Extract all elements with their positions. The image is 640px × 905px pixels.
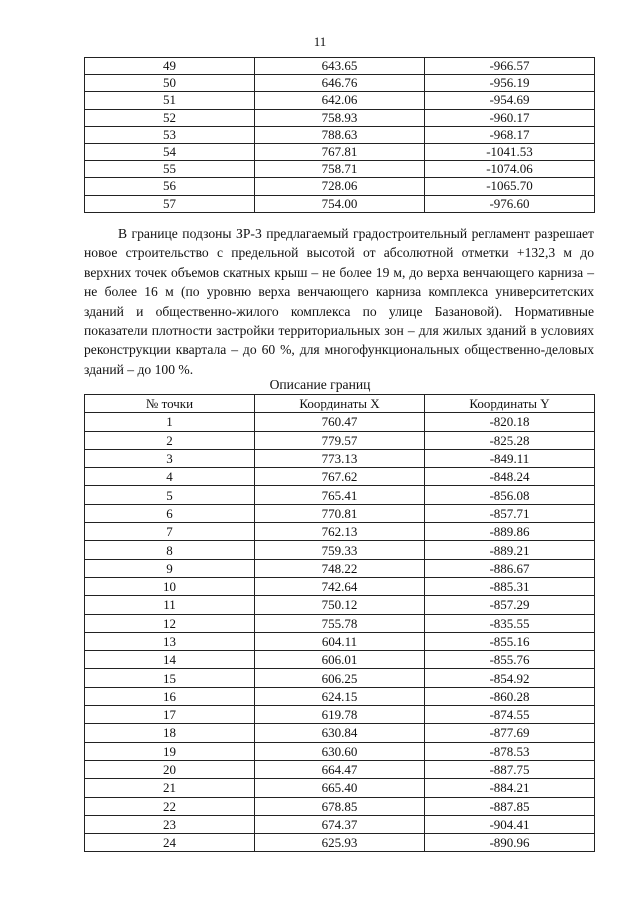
table-row: [85, 58, 595, 75]
table-row: [85, 669, 595, 687]
point-number-cell: 23: [85, 815, 255, 833]
table-header-row: [85, 395, 595, 413]
table-row: [85, 161, 595, 178]
table-row: [85, 486, 595, 504]
coordinate-x-cell: 624.15: [255, 687, 425, 705]
coordinate-y-cell: -855.76: [425, 651, 595, 669]
coordinate-x-cell: 606.01: [255, 651, 425, 669]
coordinate-x-cell: 748.22: [255, 559, 425, 577]
coordinate-x-cell: 664.47: [255, 760, 425, 778]
coordinate-y-cell: -857.29: [425, 596, 595, 614]
table-row: [85, 687, 595, 705]
point-number-cell: 22: [85, 797, 255, 815]
table-row: [85, 75, 595, 92]
coordinate-x-cell: 630.60: [255, 742, 425, 760]
coordinate-x-cell: 755.78: [255, 614, 425, 632]
table-row: [85, 559, 595, 577]
table-row: [85, 468, 595, 486]
coordinate-x-cell: 767.81: [255, 143, 425, 160]
point-number-cell: 1: [85, 413, 255, 431]
point-number-cell: 5: [85, 486, 255, 504]
point-number-cell: 17: [85, 706, 255, 724]
coordinate-x-cell: 762.13: [255, 523, 425, 541]
point-number-cell: 18: [85, 724, 255, 742]
coordinate-x-cell: 642.06: [255, 92, 425, 109]
point-number-cell: 12: [85, 614, 255, 632]
coordinate-y-cell: -889.21: [425, 541, 595, 559]
coordinate-y-cell: -854.92: [425, 669, 595, 687]
coordinate-y-cell: -968.17: [425, 126, 595, 143]
coordinate-y-cell: -887.85: [425, 797, 595, 815]
point-number-cell: 15: [85, 669, 255, 687]
boundary-coordinates-table: [84, 394, 595, 852]
coordinate-x-cell: 758.71: [255, 161, 425, 178]
header-point-number: № точки: [85, 395, 255, 413]
coordinate-x-cell: 754.00: [255, 195, 425, 212]
table-row: [85, 834, 595, 852]
coordinate-y-cell: -877.69: [425, 724, 595, 742]
table-row: [85, 760, 595, 778]
table-row: [85, 92, 595, 109]
regulation-paragraph: В границе подзоны ЗР-3 предлагаемый градостроительный регламент разрешает новое строительство с предельной высотой от абсолютной отметки +132,3 м до верхних точек объемов скатных крыш – не более 19 м, до верха венчающего карниза – не более 16 м (по уровню верха венчающего карниза комплекса университетских зданий и общественно-жилого комплекса по улице Базановой). Нормативные показатели плотности застройки территориальных зон – для жилых зданий в условиях реконструкции квартала – до 60 %, для многофункциональных общественно-деловых зданий – до 100 %.: [84, 226, 594, 377]
coordinate-y-cell: -855.16: [425, 632, 595, 650]
point-number-cell: 9: [85, 559, 255, 577]
coordinate-y-cell: -966.57: [425, 58, 595, 75]
coordinate-x-cell: 788.63: [255, 126, 425, 143]
table-row: [85, 706, 595, 724]
coordinate-y-cell: -1065.70: [425, 178, 595, 195]
coordinate-y-cell: -849.11: [425, 449, 595, 467]
coordinate-y-cell: -820.18: [425, 413, 595, 431]
point-number-cell: 3: [85, 449, 255, 467]
point-number-cell: 54: [85, 143, 255, 160]
coordinate-x-cell: 728.06: [255, 178, 425, 195]
coordinate-y-cell: -884.21: [425, 779, 595, 797]
table-row: [85, 632, 595, 650]
table-row: [85, 431, 595, 449]
table-row: [85, 195, 595, 212]
coordinate-x-cell: 604.11: [255, 632, 425, 650]
point-number-cell: 52: [85, 109, 255, 126]
table-row: [85, 504, 595, 522]
point-number-cell: 56: [85, 178, 255, 195]
point-number-cell: 13: [85, 632, 255, 650]
point-number-cell: 49: [85, 58, 255, 75]
table-row: [85, 109, 595, 126]
point-number-cell: 19: [85, 742, 255, 760]
coordinate-y-cell: -1041.53: [425, 143, 595, 160]
coordinate-x-cell: 674.37: [255, 815, 425, 833]
coordinate-x-cell: 767.62: [255, 468, 425, 486]
coordinate-y-cell: -856.08: [425, 486, 595, 504]
coordinate-y-cell: -848.24: [425, 468, 595, 486]
coordinate-y-cell: -976.60: [425, 195, 595, 212]
table-row: [85, 178, 595, 195]
coordinate-x-cell: 606.25: [255, 669, 425, 687]
table-row: [85, 779, 595, 797]
point-number-cell: 53: [85, 126, 255, 143]
coordinate-y-cell: -874.55: [425, 706, 595, 724]
header-coordinate-x: Координаты X: [255, 395, 425, 413]
coordinate-y-cell: -885.31: [425, 577, 595, 595]
table-row: [85, 143, 595, 160]
table-row: [85, 523, 595, 541]
coordinate-y-cell: -904.41: [425, 815, 595, 833]
point-number-cell: 24: [85, 834, 255, 852]
table-row: [85, 742, 595, 760]
coordinate-x-cell: 770.81: [255, 504, 425, 522]
coordinate-x-cell: 742.64: [255, 577, 425, 595]
point-number-cell: 50: [85, 75, 255, 92]
coordinate-y-cell: -956.19: [425, 75, 595, 92]
coordinate-x-cell: 750.12: [255, 596, 425, 614]
table-row: [85, 797, 595, 815]
coordinate-y-cell: -860.28: [425, 687, 595, 705]
table-row: [85, 577, 595, 595]
coordinate-x-cell: 760.47: [255, 413, 425, 431]
point-number-cell: 51: [85, 92, 255, 109]
point-number-cell: 21: [85, 779, 255, 797]
coordinate-x-cell: 779.57: [255, 431, 425, 449]
coordinate-y-cell: -886.67: [425, 559, 595, 577]
coordinate-x-cell: 625.93: [255, 834, 425, 852]
coordinate-y-cell: -835.55: [425, 614, 595, 632]
header-coordinate-y: Координаты Y: [425, 395, 595, 413]
point-number-cell: 20: [85, 760, 255, 778]
coordinate-x-cell: 773.13: [255, 449, 425, 467]
coordinate-x-cell: 765.41: [255, 486, 425, 504]
coordinate-x-cell: 643.65: [255, 58, 425, 75]
point-number-cell: 11: [85, 596, 255, 614]
table-row: [85, 614, 595, 632]
page-number: 11: [313, 34, 327, 49]
point-number-cell: 55: [85, 161, 255, 178]
table-row: [85, 449, 595, 467]
table-row: [85, 596, 595, 614]
coordinate-y-cell: -878.53: [425, 742, 595, 760]
coordinate-x-cell: 758.93: [255, 109, 425, 126]
coordinate-y-cell: -825.28: [425, 431, 595, 449]
coordinate-y-cell: -889.86: [425, 523, 595, 541]
point-number-cell: 16: [85, 687, 255, 705]
coordinate-y-cell: -887.75: [425, 760, 595, 778]
point-number-cell: 57: [85, 195, 255, 212]
table-caption: Описание границ: [269, 377, 371, 392]
table-row: [85, 815, 595, 833]
table-row: [85, 724, 595, 742]
coordinate-y-cell: -890.96: [425, 834, 595, 852]
coordinate-y-cell: -954.69: [425, 92, 595, 109]
coordinate-y-cell: -960.17: [425, 109, 595, 126]
point-number-cell: 8: [85, 541, 255, 559]
table-row: [85, 413, 595, 431]
table-row: [85, 541, 595, 559]
coordinate-y-cell: -857.71: [425, 504, 595, 522]
table-row: [85, 651, 595, 669]
point-number-cell: 6: [85, 504, 255, 522]
point-number-cell: 7: [85, 523, 255, 541]
point-number-cell: 2: [85, 431, 255, 449]
coordinate-x-cell: 630.84: [255, 724, 425, 742]
table-row: [85, 126, 595, 143]
coordinate-y-cell: -1074.06: [425, 161, 595, 178]
point-number-cell: 4: [85, 468, 255, 486]
coordinate-x-cell: 678.85: [255, 797, 425, 815]
point-number-cell: 14: [85, 651, 255, 669]
coordinate-x-cell: 759.33: [255, 541, 425, 559]
point-number-cell: 10: [85, 577, 255, 595]
coordinates-table-continued: [84, 57, 595, 213]
coordinate-x-cell: 665.40: [255, 779, 425, 797]
coordinate-x-cell: 646.76: [255, 75, 425, 92]
coordinate-x-cell: 619.78: [255, 706, 425, 724]
